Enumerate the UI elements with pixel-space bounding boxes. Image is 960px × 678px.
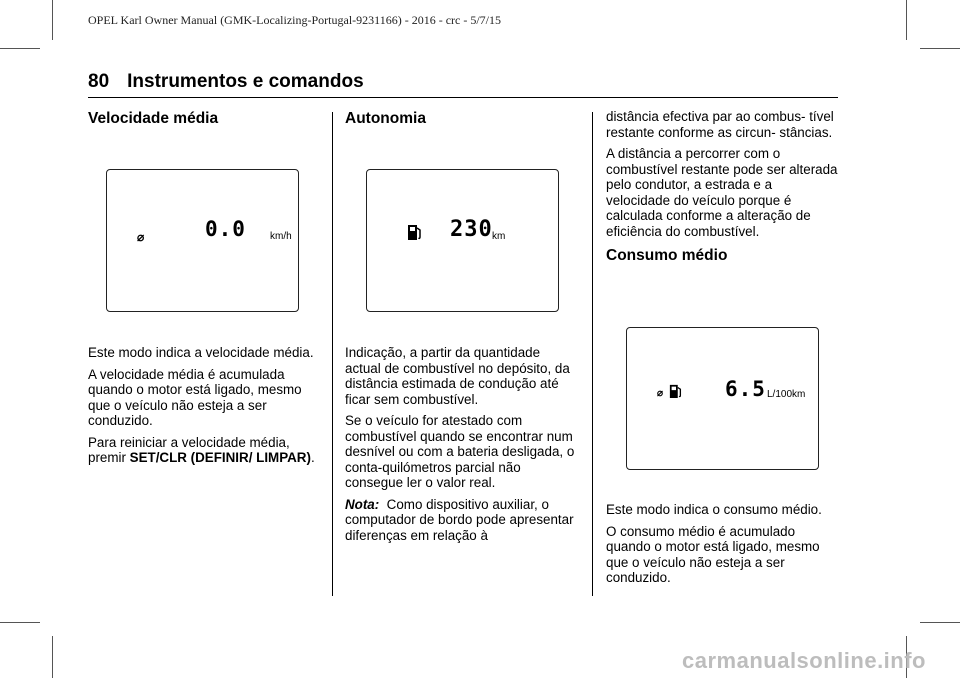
paragraph: A distância a percorrer com o combustível restante pode ser alterada pelo condutor, a estrada e a velocidade do veículo porque é calculada conforme a alteração de eficiência do combustível. [606, 146, 838, 239]
paragraph: Este modo indica o consumo médio. [606, 502, 822, 517]
page-title [88, 70, 364, 94]
column-range [345, 108, 577, 130]
watermark: carmanualsonline.info [682, 648, 926, 673]
display-range [366, 169, 559, 312]
display-average-speed [106, 169, 299, 312]
average-icon: ⌀ [657, 388, 664, 399]
display-unit: L/100km [767, 389, 806, 400]
crop-mark [906, 0, 907, 40]
section-title: Instrumentos e comandos [127, 71, 364, 92]
column-average-speed-text [88, 345, 320, 472]
column-range-text [345, 345, 577, 549]
column-average-consumption-text [606, 502, 838, 592]
heading-range: Autonomia [345, 110, 426, 127]
paragraph: Este modo indica a velocidade média. [88, 345, 314, 360]
fuel-pump-icon [407, 222, 423, 247]
display-value: 230 [450, 217, 493, 242]
display-value: 6.5 [725, 377, 766, 401]
paragraph: Se o veículo for atestado com combustível quando se encontrar num desnível ou com a bateria desligada, o conta-quilómetros parcial não consegue ler o valor real. [345, 413, 575, 490]
page-number: 80 [88, 71, 110, 92]
display-unit: km [492, 231, 506, 242]
crop-mark [0, 48, 40, 49]
heading-average-consumption: Consumo médio [606, 247, 728, 264]
document-meta: OPEL Karl Owner Manual (GMK-Localizing-Portugal-9231166) - 2016 - crc - 5/7/15 [88, 13, 502, 27]
note-label: Nota: [345, 496, 380, 512]
display-value: 0.0 [205, 217, 246, 241]
crop-mark [0, 622, 40, 623]
column-divider [592, 112, 593, 596]
paragraph: A velocidade média é acumulada quando o motor está ligado, mesmo que o veículo não esteja a ser conduzido. [88, 366, 302, 428]
display-average-consumption [626, 327, 819, 470]
column-divider [332, 112, 333, 596]
button-reference: SET/CLR (DEFINIR/ LIMPAR) [129, 450, 311, 465]
paragraph: Indicação, a partir da quantidade actual de combustível no depósito, da distância estimada de condução até ficar sem combustível. [345, 345, 570, 407]
title-divider [88, 97, 838, 98]
paragraph: O consumo médio é acumulado quando o motor está ligado, mesmo que o veículo não esteja a ser conduzido. [606, 523, 820, 585]
display-unit: km/h [270, 231, 292, 242]
crop-mark [52, 0, 53, 40]
average-icon: ⌀ [137, 230, 145, 244]
crop-mark [52, 636, 53, 678]
fuel-pump-icon [669, 382, 683, 405]
crop-mark [920, 48, 960, 49]
paragraph: distância efectiva par ao combus- tível restante conforme as circun- stâncias. [606, 109, 834, 140]
paragraph: Nota: Como dispositivo auxiliar, o computador de bordo pode apresentar diferenças em relação à [345, 496, 574, 543]
column-average-speed [88, 108, 320, 130]
paragraph: Para reiniciar a velocidade média, premir SET/CLR (DEFINIR/ LIMPAR). [88, 434, 315, 465]
crop-mark [920, 622, 960, 623]
column-average-consumption [606, 109, 838, 267]
heading-average-speed: Velocidade média [88, 110, 219, 127]
